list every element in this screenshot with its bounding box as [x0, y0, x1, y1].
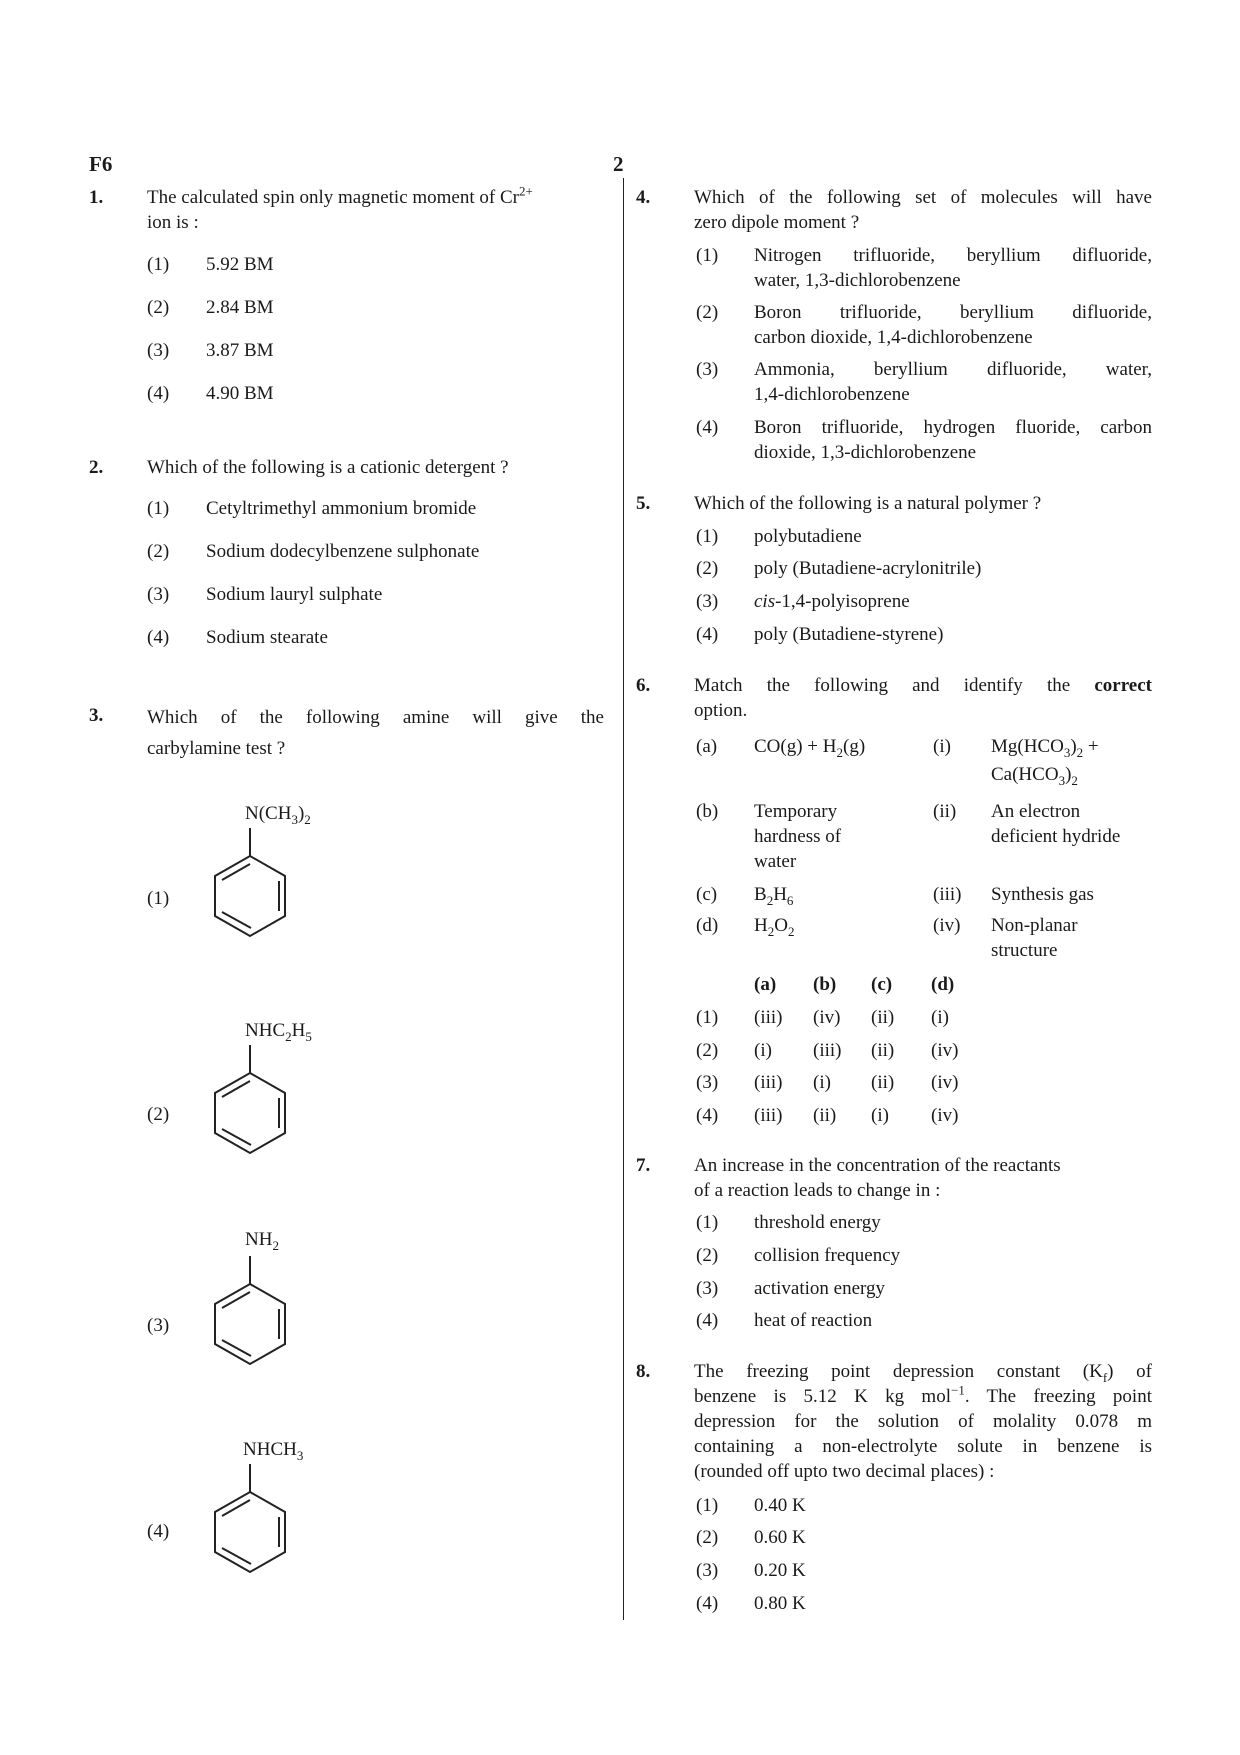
option-number: (4): [696, 624, 719, 645]
page-number: 2: [613, 152, 624, 176]
option-number: (3): [147, 584, 170, 605]
option-1[interactable]: threshold energy: [754, 1212, 881, 1233]
answer-cell: (ii): [871, 1040, 895, 1061]
option-3[interactable]: 3.87 BM: [206, 340, 274, 361]
answer-cell: (ii): [871, 1072, 895, 1093]
option-4[interactable]: Sodium stearate: [206, 627, 328, 648]
question-text-line2: zero dipole moment ?: [694, 212, 860, 233]
option-number: (2): [696, 1040, 719, 1061]
option-number: (2): [696, 1245, 719, 1266]
match-right-label: (i): [933, 736, 951, 757]
option-number: (3): [696, 1560, 719, 1581]
match-left-item-a: $CO(g) + H_2(g)$: [754, 736, 866, 760]
match-right-item-iv-line1: Non-planar: [991, 915, 1078, 936]
answer-cell: (i): [931, 1007, 949, 1028]
option-2[interactable]: collision frequency: [754, 1245, 901, 1266]
question-text: Which of the following is a natural polymer ?: [694, 493, 1042, 514]
answer-cell: (i): [871, 1105, 889, 1126]
option-3-italic: cis: [754, 591, 776, 612]
benzene-ring-structure[interactable]: [210, 1256, 290, 1376]
match-right-item-iv-line2: structure: [991, 940, 1058, 961]
option-3[interactable]: 0.20 K: [754, 1560, 806, 1581]
question-number: 2.: [89, 457, 104, 478]
question-text-main: Match the following and identify the: [694, 675, 1071, 696]
question-text-line2: benzene is 5.12 K kg mol$^{-1}$. The freezing point: [694, 1382, 1152, 1407]
answer-cell: (ii): [871, 1007, 895, 1028]
match-right-label: (iii): [933, 884, 962, 905]
question-text-line1: The freezing point depression constant $(K_f)$ of: [694, 1361, 1152, 1385]
match-left-label: (b): [696, 801, 719, 822]
question-text: Which of the following is a cationic detergent ?: [147, 457, 509, 478]
option-1-line1[interactable]: Nitrogen trifluoride, beryllium difluoride,: [754, 245, 1152, 266]
option-number: (4): [696, 417, 719, 438]
option-1[interactable]: polybutadiene: [754, 526, 862, 547]
option-4[interactable]: heat of reaction: [754, 1310, 873, 1331]
option-2-line2[interactable]: carbon dioxide, 1,4-dichlorobenzene: [754, 327, 1033, 348]
question-number: 1.: [89, 187, 104, 208]
option-2[interactable]: 2.84 BM: [206, 297, 274, 318]
option-number: (2): [147, 1104, 170, 1125]
question-number: 8.: [636, 1361, 651, 1382]
question-number: 3.: [89, 705, 104, 726]
option-number: (2): [696, 302, 719, 323]
option-number: (1): [147, 254, 170, 275]
benzene-ring-structure[interactable]: [210, 1045, 290, 1165]
option-2[interactable]: poly (Butadiene-acrylonitrile): [754, 558, 982, 579]
answer-header-a: (a): [754, 974, 777, 995]
answer-header-b: (b): [813, 974, 837, 995]
question-number: 7.: [636, 1155, 651, 1176]
answer-header-c: (c): [871, 974, 893, 995]
option-2[interactable]: Sodium dodecylbenzene sulphonate: [206, 541, 480, 562]
match-left-item-b-line2: hardness of: [754, 826, 842, 847]
option-number: (1): [147, 498, 170, 519]
benzene-ring-structure[interactable]: [210, 1464, 290, 1584]
match-right-label: (iv): [933, 915, 961, 936]
answer-cell: (iv): [813, 1007, 841, 1028]
option-4-line2[interactable]: dioxide, 1,3-dichlorobenzene: [754, 442, 977, 463]
question-text-line2: ion is :: [147, 212, 199, 233]
option-3[interactable]: activation energy: [754, 1278, 886, 1299]
option-number: (1): [147, 888, 170, 909]
option-3-line2[interactable]: 1,4-dichlorobenzene: [754, 384, 910, 405]
option-number: (3): [147, 1315, 170, 1336]
answer-cell: (iv): [931, 1072, 959, 1093]
option-2-line1[interactable]: Boron trifluoride, beryllium difluoride,: [754, 302, 1152, 323]
answer-cell: (iii): [754, 1105, 783, 1126]
question-number: 6.: [636, 675, 651, 696]
substituent-label: $NHC_2H_5$: [245, 1020, 312, 1044]
question-number: 5.: [636, 493, 651, 514]
option-number: (1): [696, 1007, 719, 1028]
match-right-label: (ii): [933, 801, 957, 822]
option-number: (4): [696, 1593, 719, 1614]
option-number: (3): [696, 1278, 719, 1299]
match-left-item-c: $B_2H_6$: [754, 884, 794, 908]
option-number: (3): [696, 1072, 719, 1093]
question-text-line1: An increase in the concentration of the reactants: [694, 1155, 1061, 1176]
option-2[interactable]: 0.60 K: [754, 1527, 806, 1548]
match-right-item-iii: Synthesis gas: [991, 884, 1094, 905]
charge-superscript: 2+: [518, 183, 533, 199]
answer-header-d: (d): [931, 974, 955, 995]
column-divider-upper: [623, 178, 624, 582]
question-text-main: The calculated spin only magnetic moment of Cr: [147, 187, 519, 208]
match-left-item-b-line3: water: [754, 851, 797, 872]
benzene-ring-structure[interactable]: [210, 828, 290, 948]
match-right-item-i-line2: $Ca(HCO_3)_2$: [991, 764, 1078, 788]
answer-cell: (ii): [813, 1105, 837, 1126]
option-4[interactable]: poly (Butadiene-styrene): [754, 624, 944, 645]
substituent-label: $N(CH_3)_2$: [245, 803, 311, 827]
match-left-label: (d): [696, 915, 719, 936]
question-text-line3: depression for the solution of molality 0.078 m: [694, 1411, 1152, 1432]
option-number: (2): [696, 558, 719, 579]
paper-code: F6: [89, 152, 113, 176]
question-text-line1: Which of the following amine will give the: [147, 707, 604, 728]
match-left-item-d: $H_2O_2$: [754, 915, 795, 939]
answer-cell: (iv): [931, 1105, 959, 1126]
match-left-label: (c): [696, 884, 718, 905]
option-3-line1[interactable]: Ammonia, beryllium difluoride, water,: [754, 359, 1152, 380]
option-number: (1): [696, 1212, 719, 1233]
option-1-line2[interactable]: water, 1,3-dichlorobenzene: [754, 270, 961, 291]
option-3-text: -1,4-polyisoprene: [775, 591, 910, 612]
option-number: (4): [147, 383, 170, 404]
match-right-item-ii-line1: An electron: [991, 801, 1081, 822]
option-3[interactable]: [754, 589, 910, 614]
match-left-label: (a): [696, 736, 718, 757]
option-number: (3): [696, 359, 719, 380]
substituent-label: $NHCH_3$: [243, 1439, 304, 1463]
question-text-line1: [694, 673, 1152, 698]
answer-cell: (iii): [813, 1040, 842, 1061]
option-1[interactable]: 5.92 BM: [206, 254, 274, 275]
column-divider-lower: [623, 582, 624, 1620]
answer-cell: (i): [754, 1040, 772, 1061]
option-number: (1): [696, 245, 719, 266]
option-number: (2): [696, 1527, 719, 1548]
option-3[interactable]: Sodium lauryl sulphate: [206, 584, 383, 605]
answer-cell: (iii): [754, 1007, 783, 1028]
match-right-item-ii-line2: deficient hydride: [991, 826, 1121, 847]
question-text-line4: containing a non-electrolyte solute in benzene is: [694, 1436, 1152, 1457]
question-text-line5: (rounded off upto two decimal places) :: [694, 1461, 995, 1482]
option-1[interactable]: Cetyltrimethyl ammonium bromide: [206, 498, 477, 519]
option-number: (3): [147, 340, 170, 361]
match-left-item-b-line1: Temporary: [754, 801, 838, 822]
question-text-line2: option.: [694, 700, 748, 721]
option-1[interactable]: 0.40 K: [754, 1495, 806, 1516]
option-4[interactable]: 0.80 K: [754, 1593, 806, 1614]
option-number: (4): [147, 627, 170, 648]
question-text-line2: of a reaction leads to change in :: [694, 1180, 941, 1201]
option-number: (4): [696, 1105, 719, 1126]
option-number: (3): [696, 591, 719, 612]
answer-cell: (iv): [931, 1040, 959, 1061]
option-number: (4): [147, 1521, 170, 1542]
question-text-bold: correct: [1094, 675, 1152, 696]
question-text-line1: Which of the following set of molecules will have: [694, 187, 1152, 208]
option-number: (1): [696, 526, 719, 547]
question-number: 4.: [636, 187, 651, 208]
option-4-line1[interactable]: Boron trifluoride, hydrogen fluoride, carbon: [754, 417, 1152, 438]
answer-cell: (iii): [754, 1072, 783, 1093]
option-4[interactable]: 4.90 BM: [206, 383, 274, 404]
option-number: (2): [147, 541, 170, 562]
option-number: (1): [696, 1495, 719, 1516]
question-text-line2: carbylamine test ?: [147, 738, 286, 759]
question-text: [147, 185, 603, 235]
match-right-item-i-line1: $Mg(HCO_3)_2$ +: [991, 736, 1099, 760]
substituent-label: $NH_2$: [245, 1229, 279, 1253]
option-number: (4): [696, 1310, 719, 1331]
answer-cell: (i): [813, 1072, 831, 1093]
option-number: (2): [147, 297, 170, 318]
